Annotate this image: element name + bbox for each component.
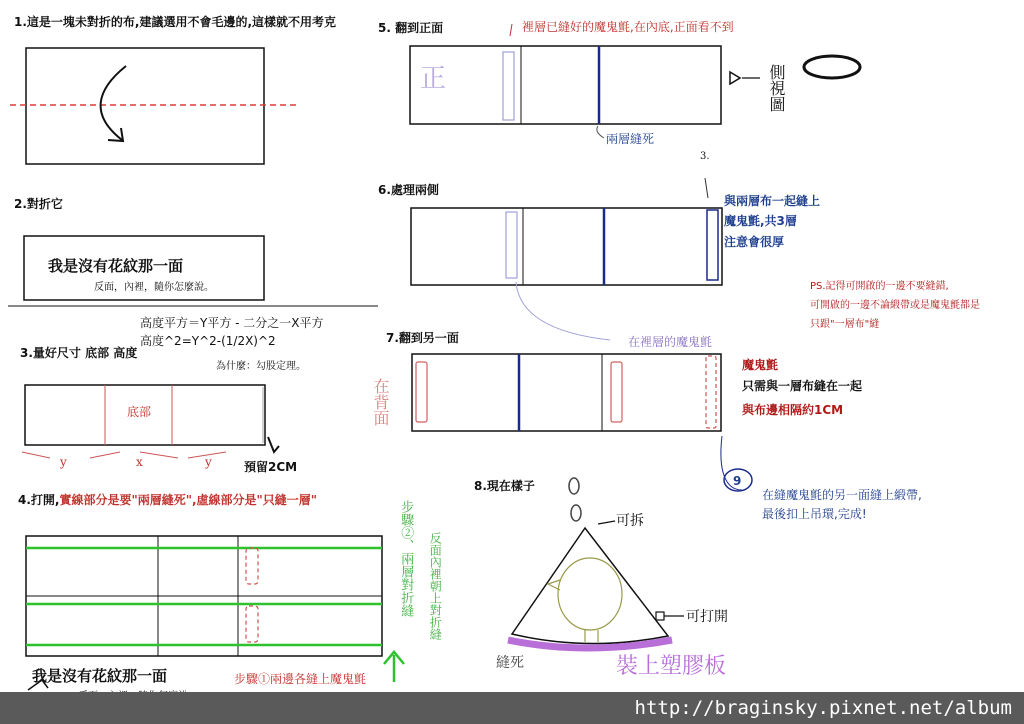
step3-bottom-label: 底部 xyxy=(127,405,152,419)
step7-note-1: 魔鬼氈 xyxy=(742,358,779,372)
step6-note-3: 注意會很厚 xyxy=(724,235,785,249)
step3-measure-x: x xyxy=(136,455,143,469)
step5-fabric xyxy=(410,46,721,124)
step3-title: 3.量好尺寸 底部 高度 xyxy=(20,346,138,360)
step8-detach: 可拆 xyxy=(616,513,644,529)
step8-plastic: 裝上塑膠板 xyxy=(616,654,727,679)
side-view-shape xyxy=(804,56,860,78)
step8-title: 8.現在樣子 xyxy=(474,479,535,493)
step1-fold-arrow xyxy=(101,66,126,140)
step6-note-1: 與兩層布一起縫上 xyxy=(724,194,821,208)
step7-fabric xyxy=(412,354,721,431)
bag-triangle xyxy=(512,528,668,644)
formula-note: 為什麼：勾股定理。 xyxy=(216,361,306,372)
step1-fabric xyxy=(26,48,264,164)
step3-margin-note: 預留2CM xyxy=(244,460,298,474)
step6-title: 6.處理兩側 xyxy=(378,183,439,197)
formula-line2: 高度^2=Y^2-(1/2X)^2 xyxy=(140,334,276,348)
step7-note-2: 只需與一層布縫在一起 xyxy=(742,379,863,393)
step2-title: 2.對折它 xyxy=(14,197,63,211)
step8-sewn: 縫死 xyxy=(496,655,524,671)
step4-step1-note: 步驟①兩邊各縫上魔鬼氈 xyxy=(234,672,367,686)
step4-title xyxy=(18,494,317,506)
step3-side-note: 在背面 xyxy=(371,378,390,426)
step5-note-bottom: 兩層縫死 xyxy=(606,132,655,146)
step6-ref: 3. xyxy=(700,151,710,162)
step2-box-main: 我是沒有花紋那一面 xyxy=(48,257,184,275)
step2-box-sub: 反面，內裡，隨你怎麼說。 xyxy=(94,282,214,293)
step9-num: 9 xyxy=(733,474,742,488)
step9-line-1: 在縫魔鬼氈的另一面縫上緞帶, xyxy=(762,488,922,502)
formula-line1: 高度平方＝Y平方 - 二分之一X平方 xyxy=(140,316,324,330)
step7-note-inner: 在裡層的魔鬼氈 xyxy=(628,335,713,349)
ps-line-2: 可開啟的一邊不論緞帶或是魔鬼氈都是 xyxy=(810,300,980,311)
step7-title: 7.翻到另一面 xyxy=(386,331,459,345)
step4-box-main: 我是沒有花紋那一面 xyxy=(32,667,168,685)
step9-line-2: 最後扣上吊環,完成! xyxy=(762,507,867,521)
step4-reverse-inside: 反面內裡朝上對折縫 xyxy=(428,532,443,640)
step3-measure-y2: y xyxy=(205,455,212,469)
step6-fabric xyxy=(411,208,722,285)
step6-note-2: 魔鬼氈,共3層 xyxy=(724,214,797,228)
step3-measure-y1: y xyxy=(60,455,67,469)
step4-title-red: 實線部分是要"兩層縫死",虛線部分是"只縫一層" xyxy=(59,493,318,507)
step1-title: 1.這是一塊未對折的布,建議選用不會毛邊的,這樣就不用考克 xyxy=(14,15,337,29)
step5-side-view: 側視圖 xyxy=(767,64,786,112)
step5-note-top: 裡層已縫好的魔鬼氈,在內底,正面看不到 xyxy=(522,20,734,34)
ps-line-1: PS.記得可開啟的一邊不要縫錯, xyxy=(810,281,949,292)
step7-note-3: 與布邊相隔約1CM xyxy=(742,403,844,417)
footer-url[interactable]: http://braginsky.pixnet.net/album xyxy=(634,697,1012,719)
step5-title: 5. 翻到正面 xyxy=(378,21,444,35)
step4-step2-note: 步驟②、兩層對折縫 xyxy=(398,500,414,617)
chick xyxy=(558,558,622,630)
ps-line-3: 只跟"一層布"縫 xyxy=(810,319,880,330)
step4-title-prefix: 4.打開, xyxy=(18,493,60,507)
green-arrow xyxy=(384,652,404,682)
step8-openable: 可打開 xyxy=(686,609,728,625)
step5-front-char: 正 xyxy=(420,64,447,94)
